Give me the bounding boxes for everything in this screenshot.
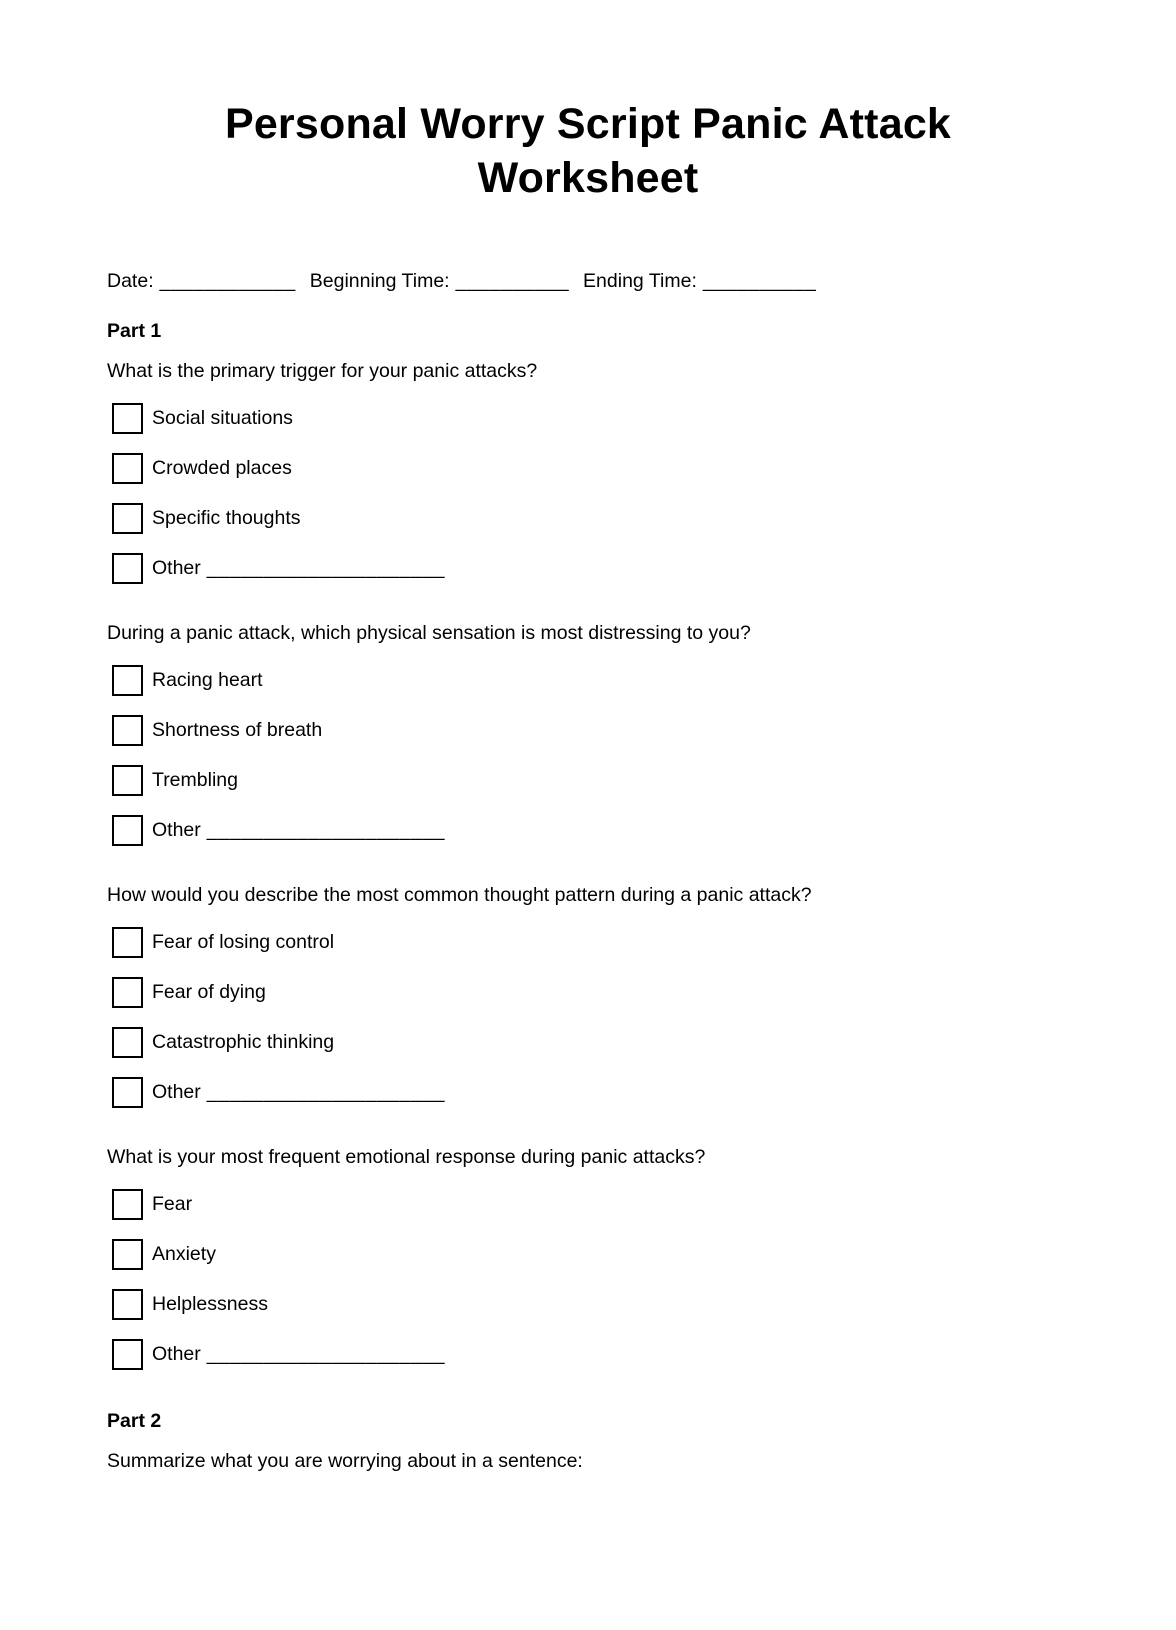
option-label: Trembling xyxy=(152,769,238,791)
question-emotional-response: What is your most frequent emotional response during panic attacks? xyxy=(107,1146,706,1168)
option-label: Other xyxy=(152,1343,201,1365)
beginning-time-label: Beginning Time: xyxy=(309,270,450,292)
worksheet-content xyxy=(0,97,1176,1473)
question-2-options xyxy=(107,665,1069,846)
checkbox-option-fear-of-dying[interactable] xyxy=(107,977,1069,1008)
option-label: Other xyxy=(152,819,201,841)
date-time-row xyxy=(107,270,1069,293)
option-label: Other xyxy=(152,1081,201,1103)
checkbox-option-catastrophic-thinking[interactable] xyxy=(107,1027,1069,1058)
question-1-options xyxy=(107,403,1069,584)
page-title-line2: Worksheet xyxy=(477,154,699,202)
write-in-blank[interactable]: _____________________ xyxy=(206,1081,446,1103)
question-physical-sensation: During a panic attack, which physical sensation is most distressing to you? xyxy=(107,622,751,644)
checkbox[interactable] xyxy=(112,503,143,534)
question-4-options xyxy=(107,1189,1069,1370)
option-label: Racing heart xyxy=(152,669,263,691)
checkbox-option-shortness-of-breath[interactable] xyxy=(107,715,1069,746)
beginning-time-field xyxy=(310,270,569,293)
checkbox[interactable] xyxy=(112,1289,143,1320)
checkbox-option-specific-thoughts[interactable] xyxy=(107,503,1069,534)
ending-time-blank[interactable]: __________ xyxy=(702,270,817,292)
option-label: Helplessness xyxy=(152,1293,268,1315)
part-2-prompt: Summarize what you are worrying about in a sentence: xyxy=(107,1450,583,1472)
checkbox-option-other[interactable] xyxy=(107,1339,1069,1370)
checkbox-option-other[interactable] xyxy=(107,1077,1069,1108)
checkbox[interactable] xyxy=(112,1027,143,1058)
checkbox-option-other[interactable] xyxy=(107,553,1069,584)
checkbox-option-anxiety[interactable] xyxy=(107,1239,1069,1270)
checkbox[interactable] xyxy=(112,665,143,696)
checkbox[interactable] xyxy=(112,927,143,958)
option-label: Specific thoughts xyxy=(152,507,301,529)
checkbox-option-social-situations[interactable] xyxy=(107,403,1069,434)
checkbox[interactable] xyxy=(112,553,143,584)
ending-time-label: Ending Time: xyxy=(583,270,697,292)
option-label: Crowded places xyxy=(152,457,292,479)
option-label: Fear of dying xyxy=(152,981,266,1003)
write-in-blank[interactable]: _____________________ xyxy=(206,1343,446,1365)
checkbox[interactable] xyxy=(112,453,143,484)
checkbox-option-fear-of-losing-control[interactable] xyxy=(107,927,1069,958)
date-field xyxy=(107,270,296,293)
question-primary-trigger: What is the primary trigger for your panic attacks? xyxy=(107,360,538,382)
checkbox-option-crowded-places[interactable] xyxy=(107,453,1069,484)
date-blank[interactable]: ____________ xyxy=(159,270,296,292)
date-label: Date: xyxy=(107,270,154,292)
checkbox[interactable] xyxy=(112,815,143,846)
part-1-heading: Part 1 xyxy=(107,320,162,342)
checkbox[interactable] xyxy=(112,1239,143,1270)
checkbox[interactable] xyxy=(112,403,143,434)
checkbox[interactable] xyxy=(112,1077,143,1108)
option-label: Fear xyxy=(152,1193,193,1215)
part-2-heading: Part 2 xyxy=(107,1410,162,1432)
checkbox[interactable] xyxy=(112,977,143,1008)
checkbox-option-fear[interactable] xyxy=(107,1189,1069,1220)
checkbox-option-other[interactable] xyxy=(107,815,1069,846)
beginning-time-blank[interactable]: __________ xyxy=(455,270,570,292)
ending-time-field xyxy=(583,270,816,293)
checkbox[interactable] xyxy=(112,765,143,796)
page-title-line1: Personal Worry Script Panic Attack xyxy=(224,100,952,148)
write-in-blank[interactable]: _____________________ xyxy=(206,557,446,579)
question-thought-pattern: How would you describe the most common thought pattern during a panic attack? xyxy=(107,884,812,906)
option-label: Fear of losing control xyxy=(152,931,335,953)
option-label: Other xyxy=(152,557,201,579)
option-label: Shortness of breath xyxy=(152,719,323,741)
checkbox-option-trembling[interactable] xyxy=(107,765,1069,796)
option-label: Catastrophic thinking xyxy=(152,1031,335,1053)
checkbox[interactable] xyxy=(112,715,143,746)
checkbox[interactable] xyxy=(112,1189,143,1220)
page-title xyxy=(107,97,1069,205)
question-3-options xyxy=(107,927,1069,1108)
checkbox-option-helplessness[interactable] xyxy=(107,1289,1069,1320)
write-in-blank[interactable]: _____________________ xyxy=(206,819,446,841)
checkbox-option-racing-heart[interactable] xyxy=(107,665,1069,696)
checkbox[interactable] xyxy=(112,1339,143,1370)
option-label: Social situations xyxy=(152,407,293,429)
option-label: Anxiety xyxy=(152,1243,216,1265)
